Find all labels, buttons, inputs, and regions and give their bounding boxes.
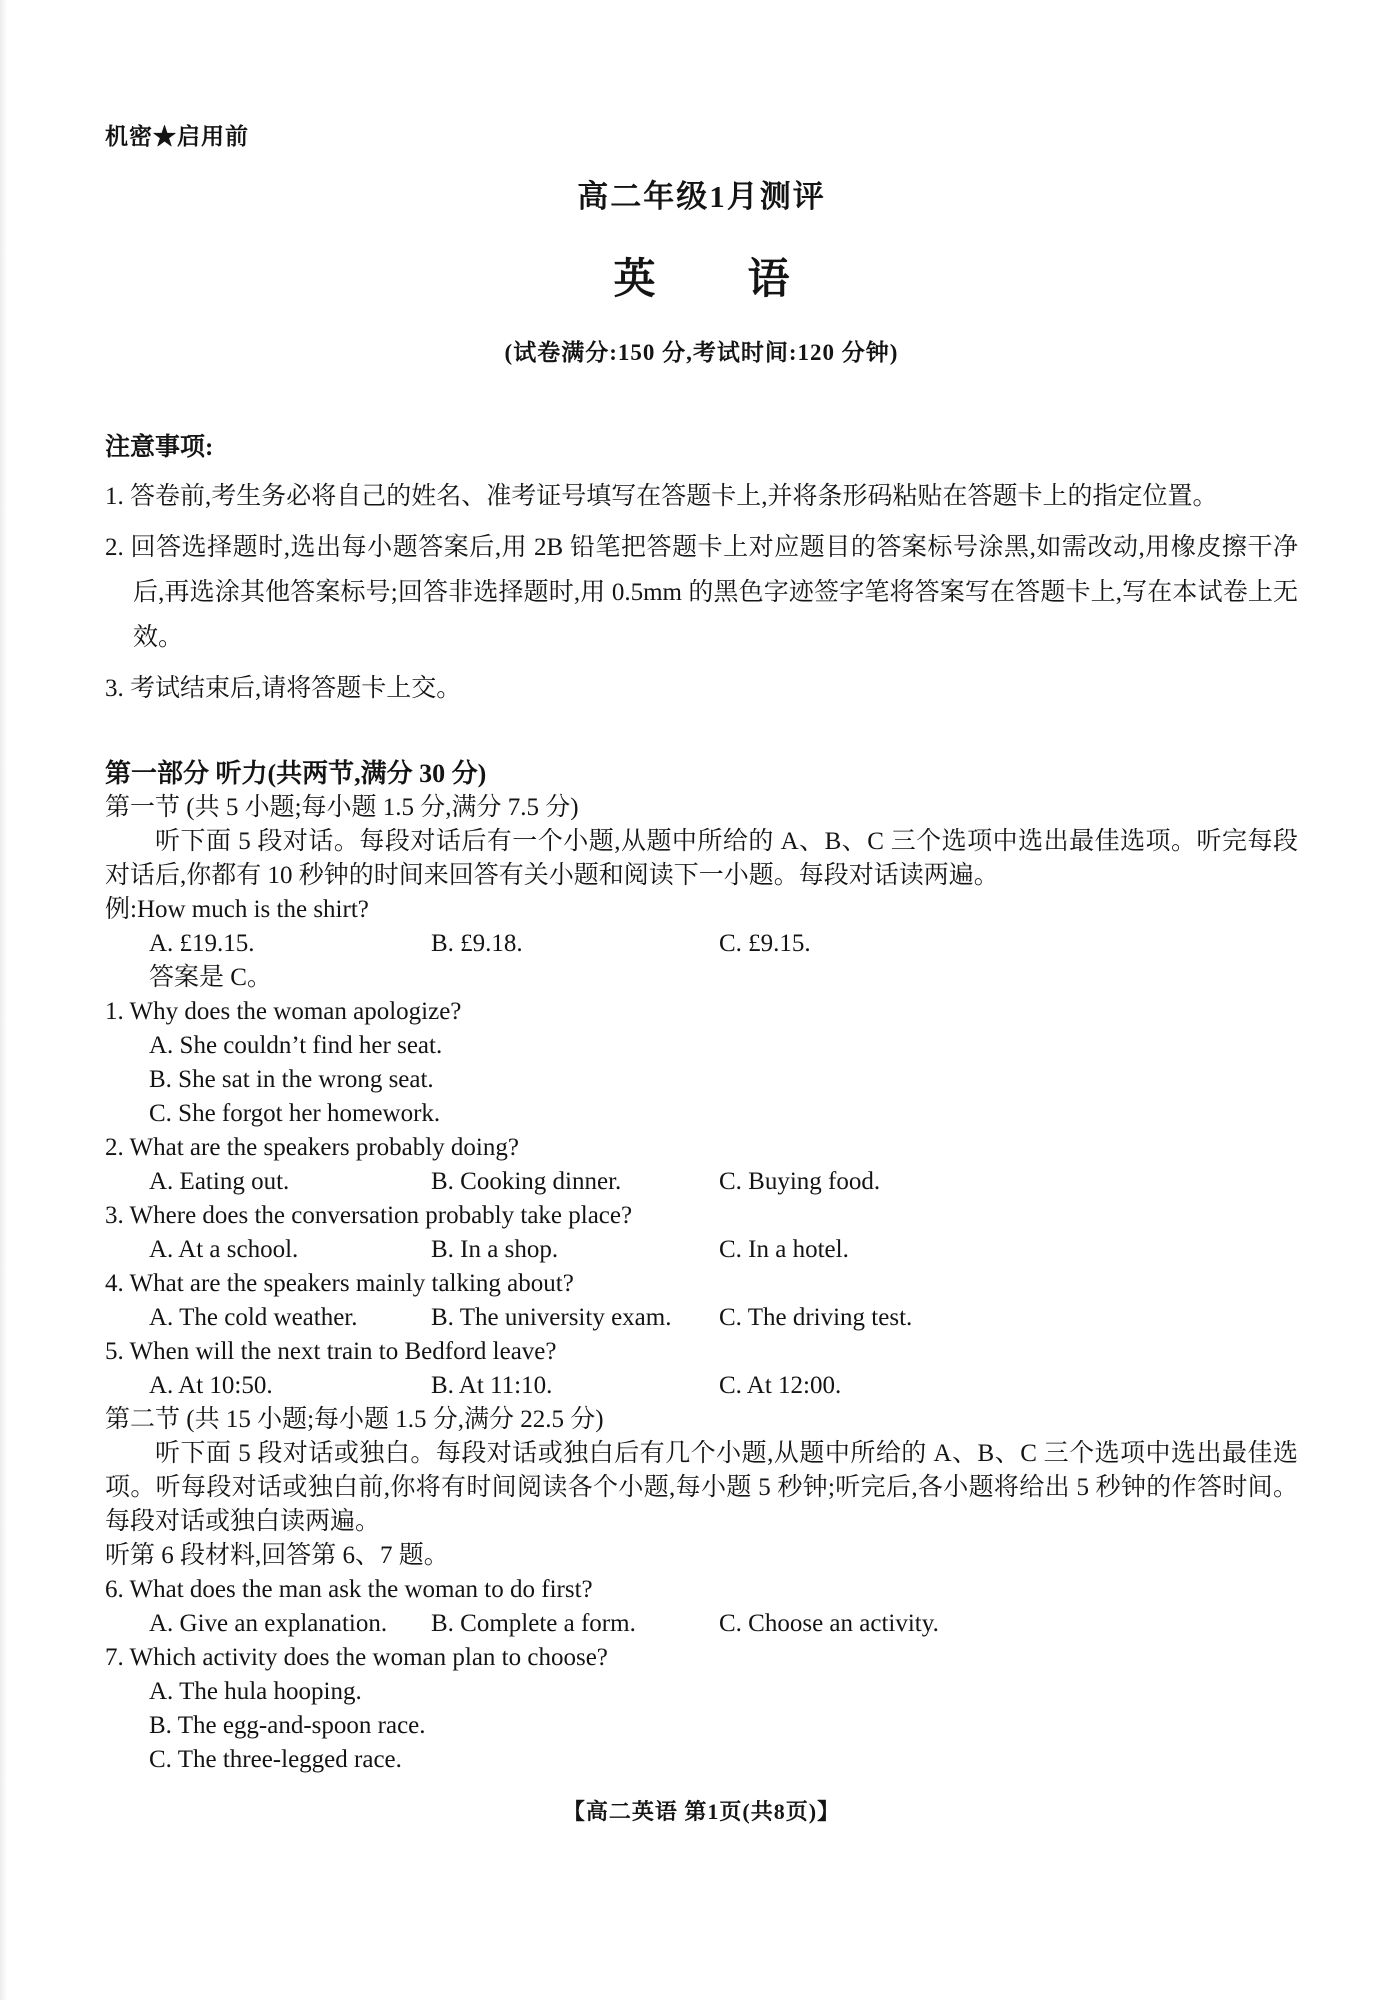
- section-one-instructions: 听下面 5 段对话。每段对话后有一个小题,从题中所给的 A、B、C 三个选项中选出最佳选项。听完每段对话后,你都有 10 秒钟的时间来回答有关小题和阅读下一小题。每段对话读两遍。: [105, 828, 1298, 889]
- question-6: [105, 1573, 1298, 1641]
- question-text: 5. When will the next train to Bedford leave?: [105, 1338, 557, 1365]
- option-c: C. The three-legged race.: [149, 1746, 402, 1773]
- page-footer: 【高二英语 第1页(共8页)】: [562, 1799, 841, 1824]
- question-text: 4. What are the speakers mainly talking about?: [105, 1270, 574, 1297]
- question-5: [105, 1335, 1298, 1403]
- example-prompt: 例:How much is the shirt?: [105, 896, 369, 923]
- option-b: B. In a shop.: [431, 1236, 559, 1263]
- option-c: C. The driving test.: [719, 1304, 913, 1331]
- option-a: A. The hula hooping.: [149, 1678, 362, 1705]
- option-c: C. Buying food.: [719, 1168, 881, 1195]
- example-option-a: A. £19.15.: [149, 930, 255, 957]
- option-b: B. The university exam.: [431, 1304, 672, 1331]
- confidential-label: 机密★启用前: [105, 124, 249, 149]
- exam-subtitle: (试卷满分:150 分,考试时间:120 分钟): [504, 340, 899, 365]
- section-two-heading: 第二节 (共 15 小题;每小题 1.5 分,满分 22.5 分): [105, 1406, 604, 1433]
- option-a: A. At a school.: [149, 1236, 299, 1263]
- notices-section: [105, 425, 1298, 711]
- option-a: A. Eating out.: [149, 1168, 290, 1195]
- question-text: 1. Why does the woman apologize?: [105, 998, 462, 1025]
- option-b: B. The egg-and-spoon race.: [149, 1712, 426, 1739]
- question-2: [105, 1131, 1298, 1199]
- example-option-c: C. £9.15.: [719, 930, 811, 957]
- option-a: A. She couldn’t find her seat.: [149, 1032, 443, 1059]
- part-one-body: [105, 791, 1298, 1777]
- option-b: B. At 11:10.: [431, 1372, 553, 1399]
- option-b: B. Cooking dinner.: [431, 1168, 622, 1195]
- section-one-heading: 第一节 (共 5 小题;每小题 1.5 分,满分 7.5 分): [105, 794, 579, 821]
- section-two-instructions: 听下面 5 段对话或独白。每段对话或独白后有几个小题,从题中所给的 A、B、C 三个选项中选出最佳选项。听每段对话或独白前,你将有时间阅读各个小题,每小题 5 秒钟;听完后,各小题将给出 5 秒钟的作答时间。每段对话或独白读两遍。: [105, 1440, 1298, 1535]
- question-3: [105, 1199, 1298, 1267]
- exam-title: 高二年级1月测评: [577, 179, 826, 214]
- option-a: A. At 10:50.: [149, 1372, 273, 1399]
- question-text: 2. What are the speakers probably doing?: [105, 1134, 519, 1161]
- subject-char-left: 英: [613, 257, 656, 303]
- option-c: C. In a hotel.: [719, 1236, 849, 1263]
- material-note: 听第 6 段材料,回答第 6、7 题。: [105, 1542, 449, 1569]
- example-option-b: B. £9.18.: [431, 930, 523, 957]
- subject-title: [105, 246, 1298, 306]
- question-4: [105, 1267, 1298, 1335]
- option-c: C. At 12:00.: [719, 1372, 842, 1399]
- option-a: A. Give an explanation.: [149, 1610, 388, 1637]
- question-7: [105, 1641, 1298, 1777]
- subject-char-right: 语: [747, 257, 790, 303]
- option-c: C. Choose an activity.: [719, 1610, 939, 1637]
- notice-item-3: 3. 考试结束后,请将答题卡上交。: [105, 675, 462, 702]
- question-1: [105, 995, 1298, 1131]
- notices-heading: 注意事项:: [105, 434, 214, 461]
- question-text: 7. Which activity does the woman plan to choose?: [105, 1644, 608, 1671]
- option-a: A. The cold weather.: [149, 1304, 358, 1331]
- notice-item-1: 1. 答卷前,考生务必将自己的姓名、准考证号填写在答题卡上,并将条形码粘贴在答题卡上的指定位置。: [105, 483, 1218, 510]
- question-text: 6. What does the man ask the woman to do first?: [105, 1576, 593, 1603]
- question-text: 3. Where does the conversation probably take place?: [105, 1202, 633, 1229]
- option-b: B. Complete a form.: [431, 1610, 636, 1637]
- option-b: B. She sat in the wrong seat.: [149, 1066, 434, 1093]
- option-c: C. She forgot her homework.: [149, 1100, 441, 1127]
- example-answer: 答案是 C。: [149, 964, 272, 991]
- notice-item-2: 2. 回答选择题时,选出每小题答案后,用 2B 铅笔把答题卡上对应题目的答案标号涂黑,如需改动,用橡皮擦干净后,再选涂其他答案标号;回答非选择题时,用 0.5mm 的黑色字迹签字笔将答案写在答题卡上,写在本试卷上无效。: [105, 534, 1298, 651]
- part-one-heading: 第一部分 听力(共两节,满分 30 分): [105, 759, 487, 788]
- scan-edge-artifact: [0, 0, 7, 2000]
- example-options-row: [149, 927, 1298, 961]
